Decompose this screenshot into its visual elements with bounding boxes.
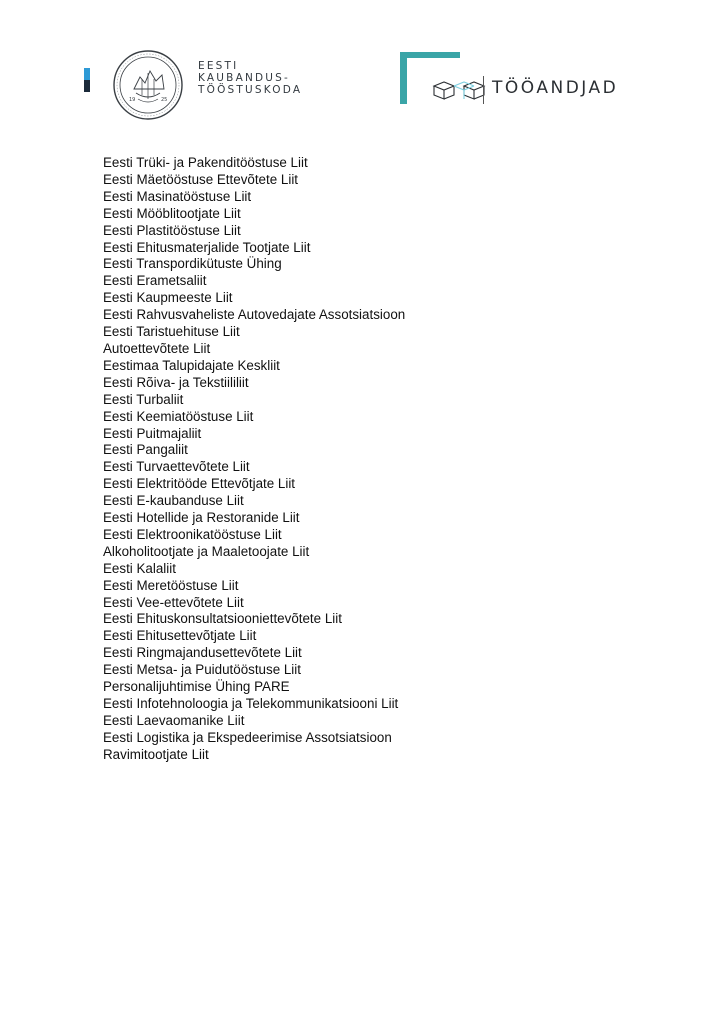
member-item: Eesti Turbaliit (103, 391, 184, 407)
member-item: Eesti Laevaomanike Liit (103, 712, 245, 728)
member-item: Eesti Elektritööde Ettevõtjate Liit (103, 476, 296, 492)
chamber-name-line: TÖÖSTUSKODA (198, 84, 303, 96)
member-item: Eesti Rahvusvaheliste Autovedajate Assotsiatsioon (103, 307, 406, 323)
cube-icon (430, 78, 490, 100)
member-item: Eesti Meretööstuse Liit (103, 577, 239, 593)
member-item: Eesti Logistika ja Ekspedeerimise Assotsiatsioon (103, 729, 392, 745)
seal-year-left: 19 (129, 97, 136, 103)
member-item: Eesti Keemiatööstuse Liit (103, 408, 254, 424)
member-item: Eesti Transpordikütuste Ühing (103, 256, 282, 272)
member-list (103, 155, 405, 764)
member-item: Eesti Kalaliit (103, 560, 176, 576)
member-item: Eesti Plastitööstuse Liit (103, 222, 241, 238)
member-item: Eesti Taristuehituse Liit (103, 324, 240, 340)
member-item: Eesti Ehitusettevõtjate Liit (103, 628, 257, 644)
member-item: Eesti Rõiva- ja Tekstiililiit (103, 374, 249, 390)
member-item: Eesti Pangaliit (103, 442, 188, 458)
member-item: Eesti Turvaettevõtete Liit (103, 459, 250, 475)
member-item: Autoettevõtete Liit (103, 340, 211, 356)
seal-year-right: 25 (161, 97, 168, 103)
member-item: Alkoholitootjate ja Maaletoojate Liit (103, 543, 310, 559)
chamber-seal-icon (112, 49, 184, 121)
member-item: Eesti Infotehnoloogia ja Telekommunikatsiooni Liit (103, 696, 399, 711)
employers-name: TÖÖANDJAD (492, 78, 619, 98)
member-item: Eesti Puitmajaliit (103, 425, 202, 441)
member-item: Eesti Erametsaliit (103, 273, 207, 289)
member-item: Eesti Trüki- ja Pakenditööstuse Liit (103, 155, 308, 170)
member-item: Eestimaa Talupidajate Keskliit (103, 357, 280, 373)
member-item: Eesti E-kaubanduse Liit (103, 493, 244, 509)
member-item: Eesti Mäetööstuse Ettevõtete Liit (103, 171, 299, 187)
member-item: Ravimitootjate Liit (103, 746, 209, 762)
logo-divider (483, 76, 484, 104)
chamber-name-line: KAUBANDUS- (198, 72, 291, 84)
member-item: Eesti Ringmajandusettevõtete Liit (103, 645, 302, 661)
member-item: Eesti Kaupmeeste Liit (103, 290, 233, 306)
member-item: Eesti Mööblitootjate Liit (103, 205, 241, 221)
member-item: Personalijuhtimise Ühing PARE (103, 679, 290, 695)
chamber-name-line: EESTI (198, 60, 239, 72)
member-item: Eesti Hotellide ja Restoranide Liit (103, 510, 300, 526)
member-item: Eesti Metsa- ja Puidutööstuse Liit (103, 662, 301, 678)
accent-bar (84, 68, 90, 92)
member-item: Eesti Masinatööstuse Liit (103, 188, 252, 204)
member-item: Eesti Ehituskonsultatsiooniettevõtete Liit (103, 611, 342, 627)
member-item: Eesti Ehitusmaterjalide Tootjate Liit (103, 239, 311, 255)
chamber-name (198, 60, 302, 96)
member-item: Eesti Elektroonikatööstuse Liit (103, 526, 282, 542)
member-item: Eesti Vee-ettevõtete Liit (103, 594, 244, 610)
page-header (0, 0, 724, 130)
